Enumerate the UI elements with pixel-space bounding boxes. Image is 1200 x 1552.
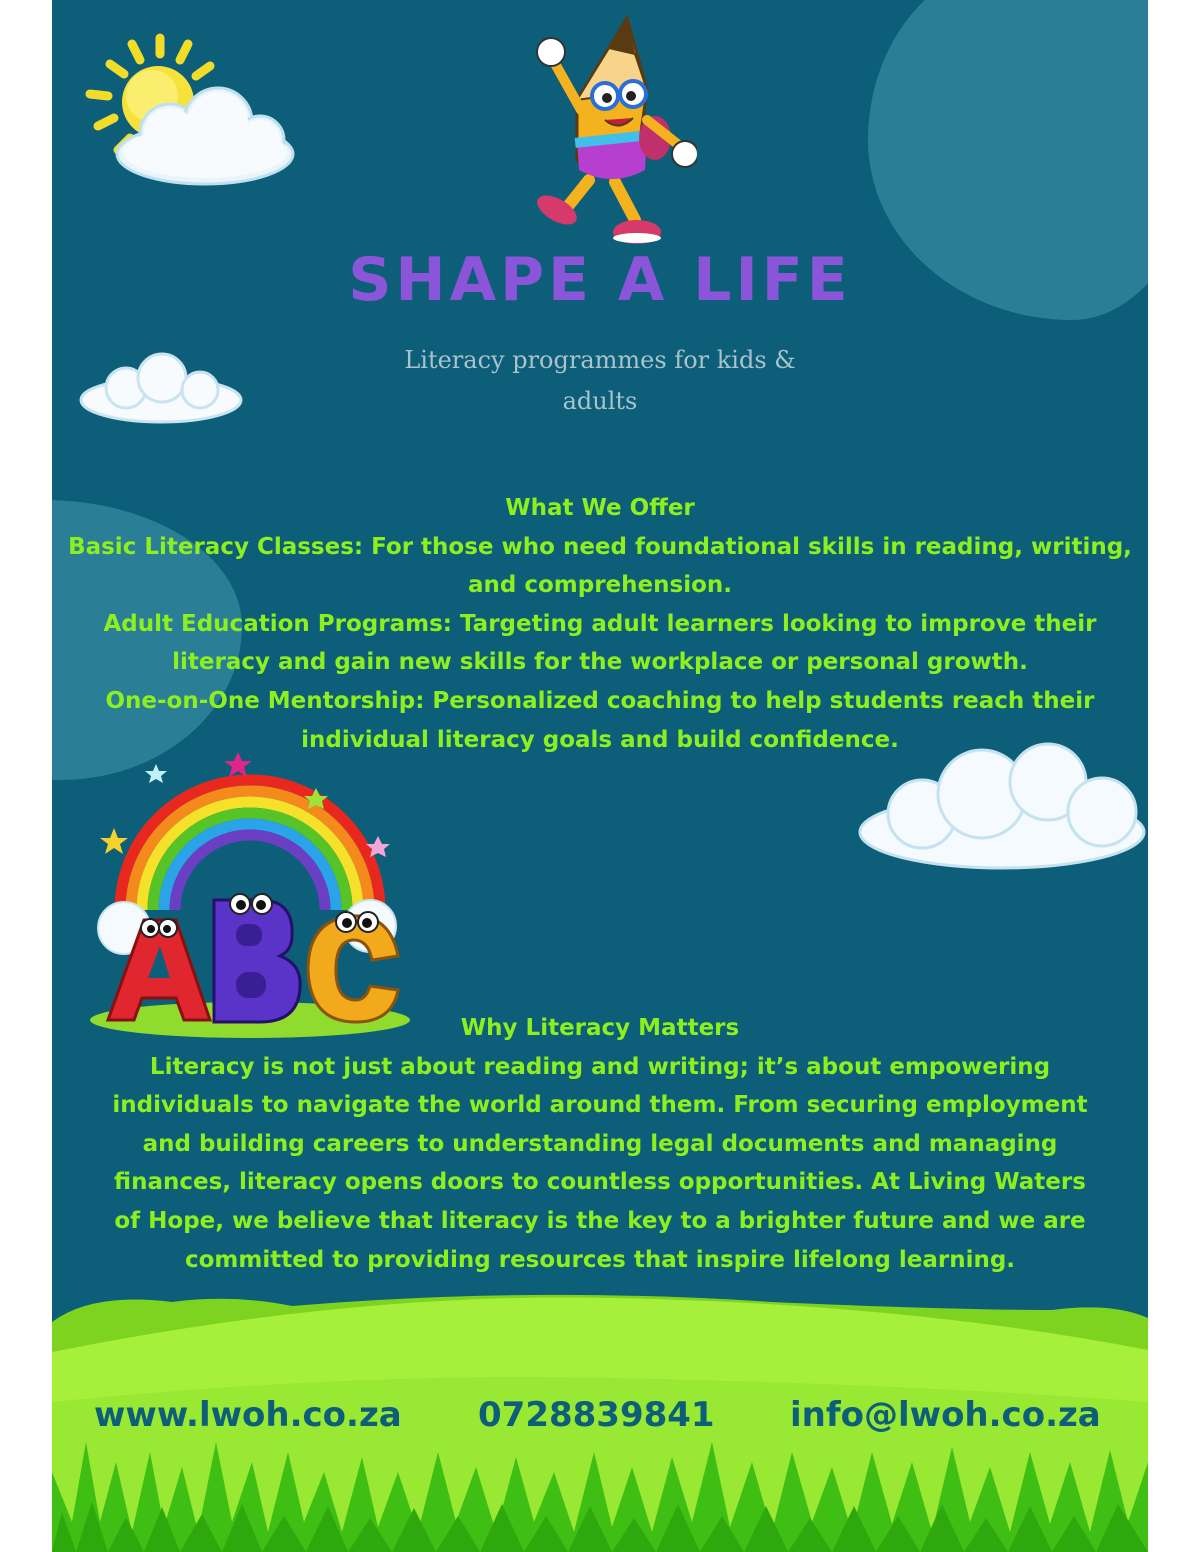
why-section [92,1009,1108,1279]
website-link[interactable]: www.lwoh.co.za [94,1395,402,1435]
rainbow-icon [80,750,420,1045]
tagline [370,340,830,422]
letter-c-icon [308,912,398,1022]
paragraph-line: committed to providing resources that inspire lifelong learning. [184,1246,1016,1273]
cloud-icon [76,350,246,430]
paragraph-line: and building careers to understanding legal documents and managing [142,1130,1058,1157]
paragraph-line: finances, literacy opens doors to countless opportunities. At Living Waters [114,1169,1086,1196]
paragraph-line: individuals to navigate the world around them. From securing employment [112,1092,1088,1119]
offer-item-line: One-on-One Mentorship: Personalized coaching to help students reach their [105,687,1095,714]
contact-bar [52,1395,1148,1445]
letter-b-icon [214,894,300,1022]
paragraph-line: of Hope, we believe that literacy is the key to a brighter future and we are [114,1207,1086,1234]
offer-item-line: Adult Education Programs: Targeting adult learners looking to improve their [103,610,1097,637]
paragraph-line: Literacy is not just about reading and writing; it’s about empowering [149,1053,1051,1080]
offer-item-line: Basic Literacy Classes: For those who need foundational skills in reading, writing, [68,533,1132,560]
section-heading: What We Offer [505,495,695,521]
offer-item-line: individual literacy goals and build confidence. [301,726,899,753]
section-heading: Why Literacy Matters [460,1015,740,1041]
cloud-icon [110,82,300,192]
offer-item-line: and comprehension. [467,572,732,599]
phone-number[interactable]: 0728839841 [478,1395,715,1435]
email-link[interactable]: info@lwoh.co.za [790,1395,1101,1435]
tagline-line: Literacy programmes for kids & [404,346,796,374]
star-icon [145,764,167,783]
cloud-icon [852,740,1148,880]
star-icon [100,828,128,854]
flyer [52,0,1148,1552]
offer-item-line: literacy and gain new skills for the workplace or personal growth. [172,649,1028,676]
offer-section [52,489,1148,759]
star-icon [224,752,252,777]
pencil-mascot-icon [517,10,697,255]
tagline-line: adults [562,387,638,415]
page-title: SHAPE A LIFE [348,245,852,315]
